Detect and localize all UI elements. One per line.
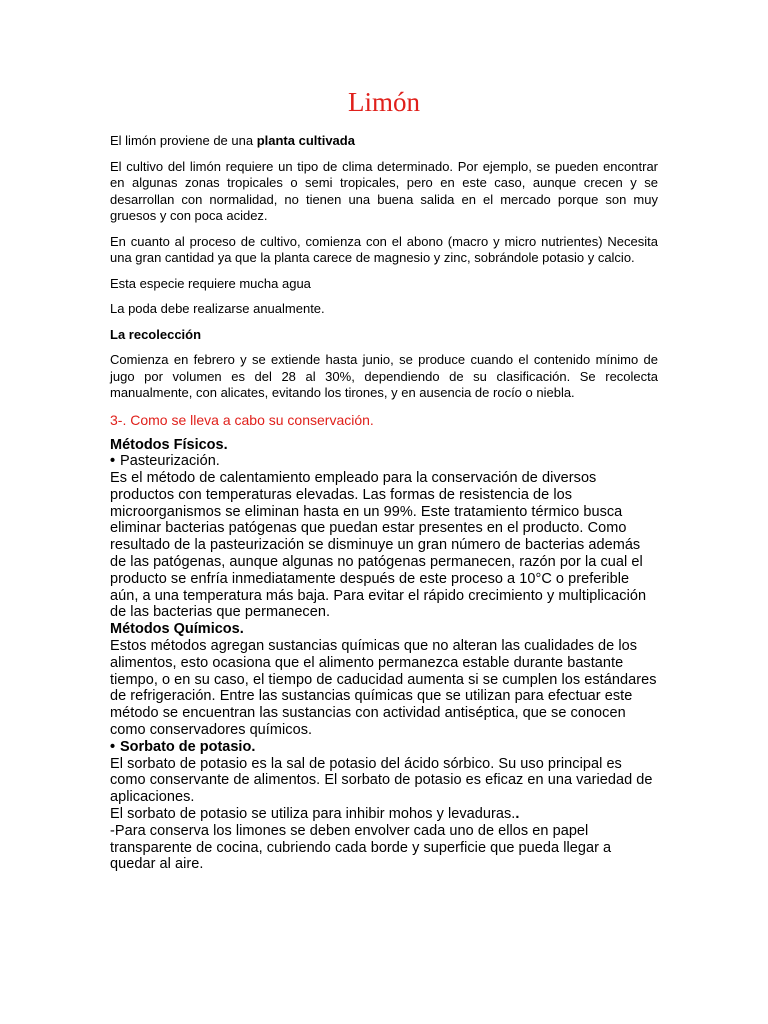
intro-text: El limón proviene de una: [110, 133, 257, 148]
paragraph-sorbato-2: [110, 806, 658, 823]
heading-conservacion: 3-. Como se lleva a cabo su conservación.: [110, 411, 374, 428]
intro-bold: planta cultivada: [256, 133, 355, 148]
heading-metodos-fisicos: Métodos Físicos.: [110, 436, 228, 453]
paragraph-agua: Esta especie requiere mucha agua: [110, 275, 311, 291]
heading-recoleccion: La recolección: [110, 326, 202, 342]
paragraph-pasteurizacion: Es el método de calentamiento empleado para la conservación de diversos productos con temperaturas elevadas. Las formas de resistencia de los microorganismos se eliminan hasta en un 99%. Este tratamiento térmico busca eliminar bacterias patógenas que puedan estar presentes en el producto. Como resultado de la pasteurización se disminuye un gran número de bacterias además de las patógenas, aunque algunas no patógenas permanecen, razón por la cual el producto se enfría inmediatamente después de este proceso a 10°C o preferible aún, a una temperatura más baja. Para evitar el rápido crecimiento y multiplicación de las bacterias que permanecen.: [110, 470, 647, 621]
bullet-pasteurizacion: [110, 453, 658, 470]
paragraph-poda: La poda debe realizarse anualmente.: [110, 301, 325, 316]
sorbato-bold-period: .: [515, 806, 520, 823]
intro-paragraph: [110, 133, 658, 150]
paragraph-quimicos: Estos métodos agregan sustancias químicas que no alteran las cualidades de los alimentos, esto ocasiona que el alimento permanezca estable durante bastante tiempo, o en su caso, el tiempo de caducidad aumenta si se cumplen los estándares de refrigeración. Entre las sustancias químicas que se utilizan para efectuar este método se encuentran las sustancias con actividad antiséptica, que se conocen como conservadores químicos.: [110, 638, 657, 739]
heading-metodos-quimicos: Métodos Químicos.: [110, 621, 244, 638]
bullet-icon: •: [110, 738, 116, 755]
paragraph-sorbato-1: El sorbato de potasio es la sal de potasio del ácido sórbico. Su uso principal es como conservante de alimentos. El sorbato de potasio es eficaz en una variedad de aplicaciones.: [110, 755, 653, 806]
document-body: [110, 84, 658, 873]
sorbato-text: El sorbato de potasio se utiliza para inhibir mohos y levaduras.: [110, 806, 516, 823]
document-title: Limón: [348, 87, 420, 117]
bullet-sorbato: [110, 739, 658, 756]
paragraph-conserva: -Para conserva los limones se deben envolver cada uno de ellos en papel transparente de cocina, cubriendo cada borde y superficie que pueda llegar a quedar al aire.: [110, 822, 612, 873]
paragraph-abono: En cuanto al proceso de cultivo, comienza con el abono (macro y micro nutrientes) Necesita una gran cantidad ya que la planta carece de magnesio y zinc, sobrándole potasio y calcio.: [110, 233, 658, 265]
bullet-icon: •: [110, 453, 116, 470]
paragraph-cultivo: El cultivo del limón requiere un tipo de clima determinado. Por ejemplo, se pueden encontrar en algunas zonas tropicales o semi tropicales, pero en este caso, aunque crecen y se desarrollan con normalidad, no tienen una buena salida en el mercado porque son muy gruesos y con poca acidez.: [110, 158, 658, 223]
bullet-label: Pasteurización.: [120, 453, 220, 470]
paragraph-recoleccion: Comienza en febrero y se extiende hasta junio, se produce cuando el contenido mínimo de jugo por volumen es del 28 al 30%, dependiendo de su clasificación. Se recolecta manualmente, con alicates, evitando los tirones, y en ausencia de rocío o niebla.: [110, 352, 658, 400]
bullet-label: Sorbato de potasio.: [120, 738, 256, 755]
